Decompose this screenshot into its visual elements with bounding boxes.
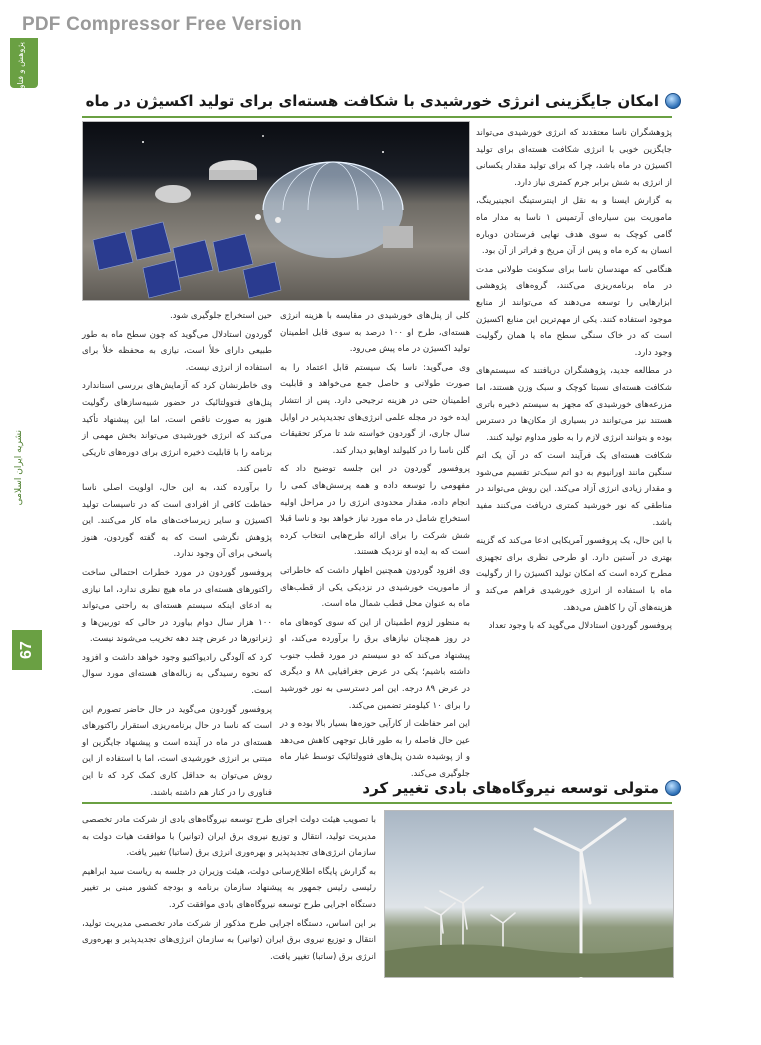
- paragraph: پروفسور گوردون در مورد خطرات احتمالی ساخت راکتورهای هسته‌ای در ماه هیچ نظری ندارد، اما نیازی به ادعای اینکه سیستم هسته‌ای به راحتی می‌تواند ۱۰۰ هزار سال دوام بیاورد در حالی که توربین‌ها و ژنراتورها در عرض چند دهه تخریب می‌شوند نیست.: [82, 567, 272, 645]
- watermark: PDF Compressor Free Version: [22, 14, 302, 35]
- paragraph: با تصویب هیئت دولت اجرای طرح توسعه نیروگاه‌های بادی از شرکت مادر تخصصی مدیریت تولید، انتقال و توزیع نیروی برق ایران (توانیر) با موافقت هیات دولت به سازمان انرژی‌های تجدیدپذیر و بهره‌وری انرژی برق (ساتبا) تغییر یافت.: [82, 815, 376, 859]
- paragraph: پروفسور گوردون استادلال می‌گوید که با وجود تعداد: [488, 621, 672, 632]
- section-tab-label: پژوهش و فناوری: [16, 42, 25, 99]
- paragraph: پروفسور گوردون در این جلسه توضیح داد که مفهومی را توسعه داده و همه پرسش‌های کمی را انجام داده، مقدار محدودی انرژی را در مراحل اولیه استخراج شامل در ماه مورد نیاز خواهد بود و ناسا قبلا شش شرکت را برای ارائه طرح‌هایی انتخاب کرده است که به ایده او نزدیک هستند.: [280, 464, 470, 558]
- paragraph: شکافت هسته‌ای یک فرآیند است که در آن یک اتم سنگین مانند اورانیوم به دو اتم سبک‌تر تقسیم می‌شود و مقدار زیادی انرژی آزاد می‌کند. این روش می‌تواند در مناطقی که نور خورشید کمتری دریافت می‌کنند مفید باشد.: [476, 451, 672, 528]
- paragraph: را برآورده کند، به این حال، اولویت اصلی ناسا حفاظت کافی از افرادی است که در تاسیسات تولید اکسیژن و سایر زیرساخت‌های ماه کار می‌کنند. این پژوهش نگرشی است که به گفته گوردون، هنوز پاسخی برای آن وجود ندارد.: [82, 482, 272, 560]
- paragraph: بر این اساس، دستگاه اجرایی طرح مذکور از شرکت مادر تخصصی مدیریت تولید، انتقال و توزیع نیروی برق ایران (توانیر) به سازمان انرژی‌های تجدیدپذیر و بهره‌وری انرژی برق (ساتبا) تغییر یافت.: [82, 918, 376, 962]
- article2-rule: [82, 802, 672, 804]
- paragraph: پروفسور گوردون می‌گوید در حال حاضر تصورم این است که ناسا در حال برنامه‌ریزی استقرار راکتورهای هسته‌ای در ماه در آینده است و پیشنهاد جایگزین او مبتنی بر انرژی خورشیدی است، اما با استفاده از این روش می‌توان به حداقل کاری کمک کرد که تا این فناوری را در کنار هم داشته باشند.: [82, 704, 272, 798]
- paragraph: وی خاطرنشان کرد که آزمایش‌های بررسی استاندارد پنل‌های فتوولتائیک در حضور شبیه‌سازهای رگولیت هنوز به صورت ناقص است، اما این پیشنهاد تأکید می‌کند که انرژی خورشیدی می‌تواند بخش مهمی از برنامه را با قابلیت ذخیره انرژی برای دوره‌های تاریکی تامین کند.: [82, 381, 272, 475]
- paragraph: گوردون استادلال می‌گوید که چون سطح ماه به طور طبیعی دارای خلأ است، نیازی به محفظه خلأ برای استفاده از انرژی نیست.: [82, 329, 272, 373]
- article2-body: [82, 812, 376, 984]
- paragraph: به منظور لزوم اطمینان از این که سوی کوه‌های ماه در روز همچنان نیازهای برق را برآورده می‌کند، او پیشنهاد می‌کند که دو سیستم در مورد قطب جنوب داشته باشیم؛ یکی در عرض جغرافیایی ۸۸ و دیگری در عرض ۸۹ درجه. این امر دسترسی به نور خورشید را برای ۱۰ کیلومتر تضمین می‌کند.: [280, 617, 471, 711]
- paragraph: به گزارش پایگاه اطلاع‌رسانی دولت، هیئت وزیران در جلسه به ریاست سید ابراهیم رئیسی رئیس جمهور به پیشنهاد سازمان برنامه و بودجه کشور مبنی بر تغییر دستگاه اجرایی طرح توسعه نیروگاه‌های بادی موافقت کرد.: [82, 866, 376, 910]
- lunar-base-illustration-icon: [83, 122, 469, 300]
- article1-column-middle: [280, 308, 471, 780]
- paragraph: این امر حفاظت از کارآیی حوزه‌ها بسیار بالا بوده و در عین حال فاصله را به طور قابل توجهی کاهش می‌دهد و از پوشیده شدن پنل‌های فتوولتائیک توسط غبار ماه جلوگیری می‌کند.: [280, 719, 470, 780]
- paragraph: وی می‌گوید: ناسا یک سیستم قابل اعتماد را به صورت طولانی و حاصل جمع می‌خواهد و قابلیت اطمینان حتی در هزینه ترجیحی دارد. پس از انتشار ایده خود در مجله علمی انرژی‌های تجدیدپذیر در اوایل سال جاری، از گوردون خواسته شد تا مرکز تحقیقات گلن ناسا را در کلیولند اوهایو دیدار کند.: [280, 362, 470, 456]
- paragraph: در مطالعه جدید، پژوهشگران دریافتند که سیستم‌های شکافت هسته‌ای نسبتا کوچک و سبک وزن هستند، اما مزرعه‌های خورشیدی که مجهز به سیستم ذخیره باتری هستند نیز می‌توانند در بسیاری از مکان‌ها در دسترس بوده و بتوانند انرژی لازم را به طور مداوم تولید کنند.: [476, 366, 672, 443]
- bullet-icon: [665, 780, 681, 796]
- paragraph: هنگامی که مهندسان ناسا برای سکونت طولانی مدت در ماه برنامه‌ریزی می‌کنند، گروه‌های پژوهشی ابزارهایی را توسعه می‌دهند که می‌توانند از منابع موجود استفاده کنند. یکی از مهم‌ترین این منابع اکسیژن است که در خاک سنگی سطح ماه یا همان رگولیت وجود دارد.: [476, 264, 672, 358]
- paragraph: به گزارش ایسنا و به نقل از اینترستینگ انجینیرینگ، ماموریت بین سیاره‌ای آرتمیس ۱ ناسا به مدار ماه گامی کوچک به سوی هدف نهایی فرستادن دوباره انسان به کره ماه و پس از آن مریخ و فراتر از آن بود.: [476, 196, 672, 257]
- article1-rule: [82, 116, 672, 118]
- paragraph: پژوهشگران ناسا معتقدند که انرژی خورشیدی می‌تواند جایگزین خوبی با انرژی شکافت هسته‌ای برای تولید اکسیژن در ماه باشد، چرا که برای تولید مقدار یکسانی از انرژی به شش برابر جرم کمتری نیاز دارد.: [476, 128, 672, 188]
- article1-column-right: [476, 125, 672, 753]
- paragraph: حین استخراج جلوگیری شود.: [170, 311, 272, 321]
- paragraph: وی افزود گوردون همچنین اظهار داشت که خاطراتی از ماموریت خورشیدی در نزدیکی یکی از قطب‌های ماه به عنوان محل قطب شمال ماه است.: [280, 565, 470, 610]
- section-tab: [10, 38, 38, 99]
- issue-label: نشریه ایران اسلامی: [14, 430, 24, 506]
- paragraph: کلی از پنل‌های خورشیدی در مقایسه با هزینه انرژی هسته‌ای، طرح او ۱۰۰ درصد به سوی قابل اطمینان تولید اکسیژن در ماه پیش می‌رود.: [280, 311, 471, 355]
- article2-title: متولی توسعه نیروگاه‌های بادی تغییر کرد: [362, 779, 659, 797]
- paragraph: کرد که آلودگی رادیواکتیو وجود خواهد داشت و افزود که نحوه رسیدگی به زباله‌های هسته‌ای مورد سوال است.: [82, 652, 272, 697]
- wind-turbines-image: [384, 810, 674, 978]
- bullet-icon: [665, 93, 681, 109]
- page-number: 67: [12, 630, 42, 670]
- wind-turbines-photo-icon: [385, 811, 673, 977]
- article1-title: امکان جایگزینی انرژی خورشیدی با شکافت هسته‌ای برای تولید اکسیژن در ماه: [85, 92, 659, 110]
- lunar-base-image: [82, 121, 470, 301]
- article2-heading: [362, 779, 681, 797]
- article1-column-left: [82, 308, 272, 798]
- article1-heading: [86, 92, 681, 110]
- paragraph: با این حال، یک پروفسور آمریکایی ادعا می‌کند که گزینه بهتری در آستین دارد. او طرحی نظری برای تجهیزی مطرح کرده است که امکان تولید اکسیژن را از رگولیت ماه با استفاده از انرژی خورشیدی فراهم می‌کند و هزینه‌های آن را کاهش می‌دهد.: [476, 536, 672, 613]
